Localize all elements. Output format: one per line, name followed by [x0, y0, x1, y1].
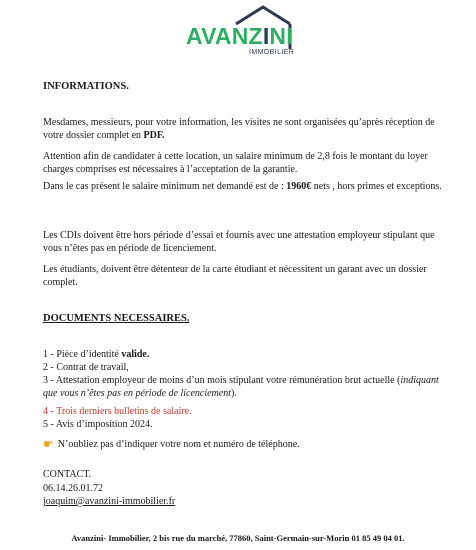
document-item-contract: 2 - Contrat de travail, — [43, 362, 129, 373]
pointing-hand-icon: ☛ — [43, 437, 54, 451]
contact-label: CONTACT. — [43, 469, 92, 480]
reminder-line: ☛ N’oubliez pas d’indiquer votre nom et numéro de téléphone. — [43, 437, 300, 451]
documents-heading: DOCUMENTS NECESSAIRES. — [43, 313, 190, 324]
minimum-salary-paragraph: Dans le cas présent le salaire minimum net demandé est de : 1960€ nets , hors primes et exceptions. — [43, 181, 442, 192]
document-item-payslips: 4 - Trois derniers bulletins de salaire. — [43, 406, 192, 417]
document-item-tax-notice: 5 - Avis d’imposition 2024. — [43, 419, 153, 430]
contact-phone: 06.14.26.01.72 — [43, 483, 103, 494]
cdi-paragraph: Les CDIs doivent être hors période d’essai et fournis avec une attestation employeur stipulant que vous n’êtes pas en période de licenciement. — [43, 230, 435, 254]
email-link[interactable]: joaquim@avanzini-immobilier.fr — [43, 496, 176, 507]
contact-email[interactable] — [43, 495, 443, 508]
footer-address: Avanzini- Immobilier, 2 bis rue du marché, 77860, Saint-Germain-sur-Morin 01 85 49 04 01. — [71, 533, 405, 543]
students-paragraph: Les étudiants, doivent être détenteur de la carte étudiant et nécessitent un garant avec un dossier complet. — [43, 264, 427, 288]
salary-requirement-paragraph: Attention afin de candidater à cette location, un salaire minimum de 2,8 fois le montant du loyer charges comprises est nécessaires à l’acceptation de la garantie. — [43, 151, 428, 175]
company-logo — [186, 2, 306, 60]
logo-tagline: IMMOBILIER — [249, 49, 295, 56]
logo-wordmark: AVANZINI — [186, 23, 293, 49]
document-item-attestation: 3 - Attestation employeur de moins d’un mois stipulant votre rémunération brut actuelle (indiquant que vous n’êtes pas en période de licenciement). — [43, 375, 439, 399]
document-item-id: 1 - Pièce d’identité valide. — [43, 349, 150, 360]
informations-heading: INFORMATIONS. — [43, 81, 129, 92]
visits-paragraph: Mesdames, messieurs, pour votre information, les visites ne sont organisées qu’après réception de votre dossier complet en PDF. — [43, 117, 435, 141]
minimum-salary-value: 1960€ — [286, 181, 312, 192]
